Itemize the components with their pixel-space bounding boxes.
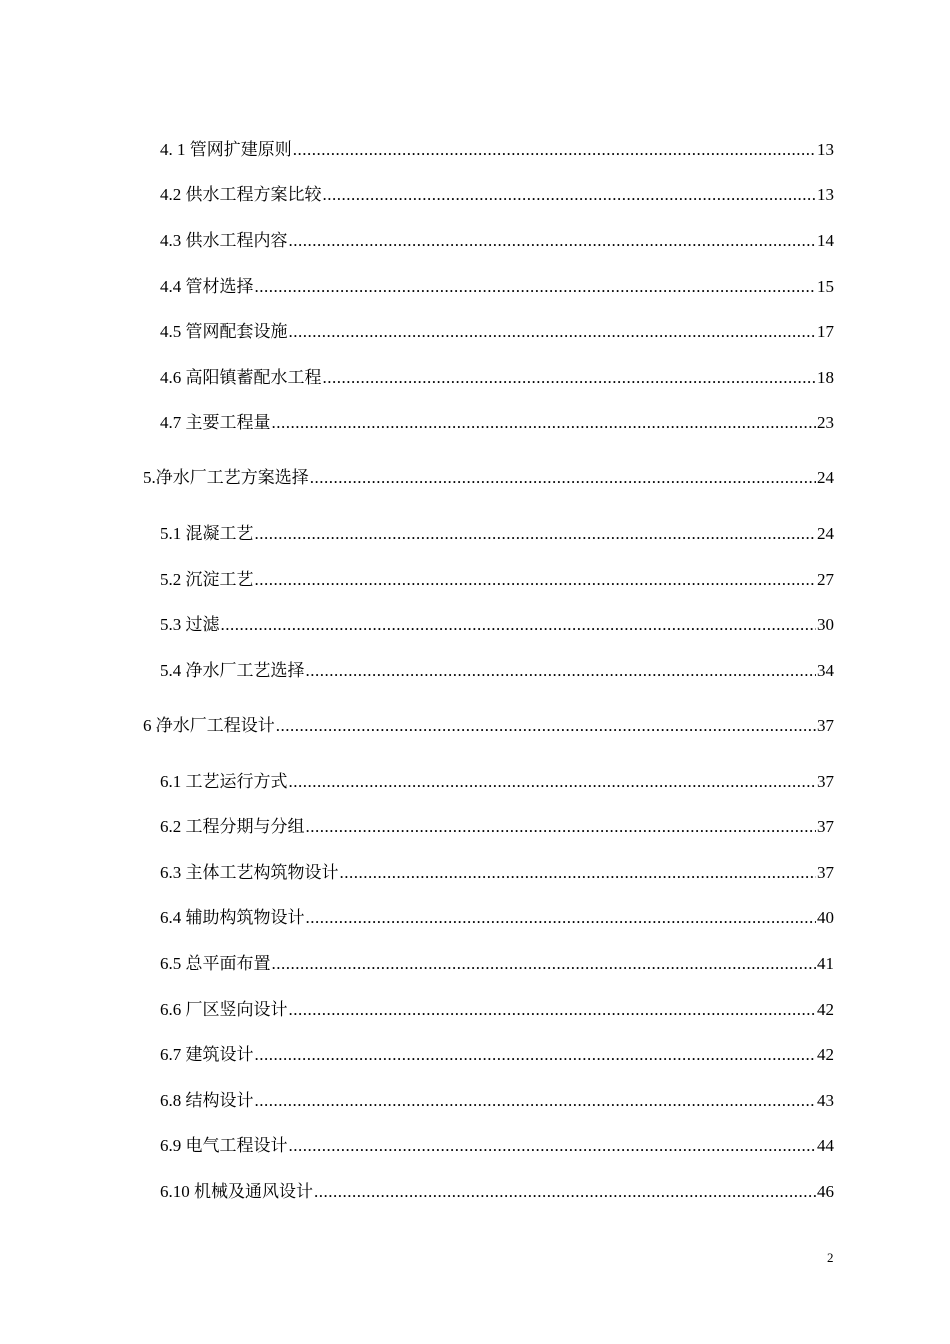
- toc-entry[interactable]: [160, 1041, 834, 1065]
- toc-entry-label: 4.7 主要工程量: [160, 413, 271, 432]
- toc-entry-page: 42: [817, 1045, 834, 1064]
- toc-leader-dots: [255, 1045, 817, 1065]
- toc-entry[interactable]: [160, 409, 834, 433]
- toc-leader-dots: [289, 772, 817, 792]
- toc-entry-page: 44: [817, 1136, 834, 1155]
- toc-entry-label: 6.1 工艺运行方式: [160, 772, 288, 791]
- toc-entry-label: 6 净水厂工程设计: [143, 716, 275, 735]
- toc-chapter-entry[interactable]: [143, 464, 834, 488]
- toc-leader-dots: [272, 413, 817, 433]
- toc-entry-page: 41: [817, 954, 834, 973]
- toc-leader-dots: [255, 1091, 817, 1111]
- toc-entry-label: 4. 1 管网扩建原则: [160, 140, 292, 159]
- toc-entry-label: 5.1 混凝工艺: [160, 524, 254, 543]
- toc-leader-dots: [314, 1182, 816, 1202]
- toc-leader-dots: [272, 954, 817, 974]
- toc-entry-label: 4.5 管网配套设施: [160, 322, 288, 341]
- toc-entry-label: 4.6 高阳镇蓄配水工程: [160, 368, 322, 387]
- toc-leader-dots: [255, 570, 817, 590]
- toc-leader-dots: [255, 524, 817, 544]
- toc-entry-label: 6.4 辅助构筑物设计: [160, 908, 305, 927]
- toc-entry-label: 4.4 管材选择: [160, 277, 254, 296]
- toc-entry-page: 37: [817, 716, 834, 735]
- toc-entry[interactable]: [160, 813, 834, 837]
- toc-entry-page: 46: [817, 1182, 834, 1201]
- toc-leader-dots: [310, 468, 816, 488]
- toc-entry[interactable]: [160, 859, 834, 883]
- toc-leader-dots: [289, 322, 817, 342]
- toc-entry-label: 5.4 净水厂工艺选择: [160, 661, 305, 680]
- toc-entry-page: 37: [817, 863, 834, 882]
- toc-entry-label: 5.3 过滤: [160, 615, 220, 634]
- toc-entry-label: 4.2 供水工程方案比较: [160, 185, 322, 204]
- toc-entry-page: 18: [817, 368, 834, 387]
- toc-entry-page: 24: [817, 524, 834, 543]
- toc-entry-page: 40: [817, 908, 834, 927]
- toc-entry-page: 23: [817, 413, 834, 432]
- toc-entry-page: 14: [817, 231, 834, 250]
- toc-leader-dots: [289, 1136, 817, 1156]
- toc-entry[interactable]: [160, 1132, 834, 1156]
- toc-entry[interactable]: [160, 768, 834, 792]
- toc-entry-page: 24: [817, 468, 834, 487]
- toc-entry-label: 4.3 供水工程内容: [160, 231, 288, 250]
- page-number: 2: [827, 1250, 834, 1265]
- toc-entry-label: 5.2 沉淀工艺: [160, 570, 254, 589]
- toc-entry-label: 6.2 工程分期与分组: [160, 817, 305, 836]
- toc-entry-page: 13: [817, 140, 834, 159]
- toc-leader-dots: [306, 817, 817, 837]
- toc-leader-dots: [306, 661, 817, 681]
- toc-entry[interactable]: [160, 364, 834, 388]
- toc-entry-page: 42: [817, 1000, 834, 1019]
- toc-leader-dots: [289, 1000, 817, 1020]
- toc-entry-label: 6.10 机械及通风设计: [160, 1182, 313, 1201]
- toc-entry[interactable]: [160, 950, 834, 974]
- toc-entry[interactable]: [160, 657, 834, 681]
- toc-leader-dots: [221, 615, 817, 635]
- toc-entry-page: 30: [817, 615, 834, 634]
- toc-entry[interactable]: [160, 1178, 834, 1202]
- toc-entry[interactable]: [160, 996, 834, 1020]
- toc-entry-page: 13: [817, 185, 834, 204]
- toc-entry[interactable]: [160, 136, 834, 160]
- toc-entry-label: 6.7 建筑设计: [160, 1045, 254, 1064]
- toc-entry-page: 27: [817, 570, 834, 589]
- toc-entry[interactable]: [160, 318, 834, 342]
- toc-entry-label: 6.6 厂区竖向设计: [160, 1000, 288, 1019]
- toc-leader-dots: [289, 231, 817, 251]
- toc-entry[interactable]: [160, 273, 834, 297]
- toc-entry[interactable]: [160, 181, 834, 205]
- toc-leader-dots: [323, 368, 817, 388]
- toc-entry-page: 43: [817, 1091, 834, 1110]
- toc-entry-page: 34: [817, 661, 834, 680]
- toc-entry-label: 5.净水厂工艺方案选择: [143, 468, 309, 487]
- toc-entry-page: 15: [817, 277, 834, 296]
- toc-entry-label: 6.9 电气工程设计: [160, 1136, 288, 1155]
- toc-entry[interactable]: [160, 611, 834, 635]
- toc-entry[interactable]: [160, 227, 834, 251]
- toc-entry-page: 37: [817, 817, 834, 836]
- toc-entry[interactable]: [160, 1087, 834, 1111]
- toc-leader-dots: [293, 140, 816, 160]
- toc-leader-dots: [255, 277, 817, 297]
- toc-leader-dots: [276, 716, 816, 736]
- toc-entry-page: 37: [817, 772, 834, 791]
- toc-leader-dots: [306, 908, 817, 928]
- toc-entry-label: 6.3 主体工艺构筑物设计: [160, 863, 339, 882]
- toc-entry[interactable]: [160, 566, 834, 590]
- toc-entry[interactable]: [160, 904, 834, 928]
- toc-entry-label: 6.5 总平面布置: [160, 954, 271, 973]
- toc-entry[interactable]: [160, 520, 834, 544]
- toc-entry-label: 6.8 结构设计: [160, 1091, 254, 1110]
- toc-leader-dots: [340, 863, 817, 883]
- toc-entry-page: 17: [817, 322, 834, 341]
- toc-chapter-entry[interactable]: [143, 712, 834, 736]
- toc-leader-dots: [323, 185, 817, 205]
